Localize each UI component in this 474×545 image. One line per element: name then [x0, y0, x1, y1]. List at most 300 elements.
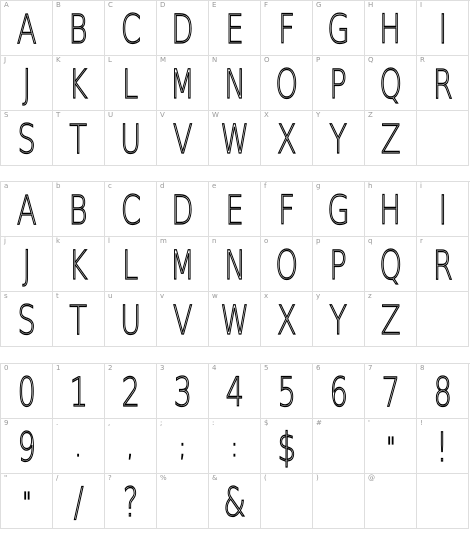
glyph-cell-label: 5 [264, 364, 269, 372]
glyph-cell [261, 237, 313, 292]
glyph-preview [157, 296, 208, 346]
glyph-character: R [432, 243, 453, 289]
glyph-character: X [276, 117, 297, 163]
glyph-preview [365, 241, 416, 291]
glyph-preview [157, 60, 208, 110]
glyph-character: 2 [121, 370, 140, 416]
glyph-cell [157, 419, 209, 474]
glyph-character: 9 [17, 425, 36, 471]
glyph-preview [417, 60, 468, 110]
glyph-cell-label: ; [160, 419, 163, 427]
glyph-preview [313, 60, 364, 110]
glyph-cell [417, 1, 469, 56]
glyph-preview [1, 368, 52, 418]
glyph-cell-label: t [56, 292, 59, 300]
glyph-cell [365, 111, 417, 166]
glyph-cell [1, 111, 53, 166]
glyph-cell [53, 237, 105, 292]
glyph-cell-label: M [160, 56, 167, 64]
glyph-cell-label: l [108, 237, 110, 245]
glyph-cell-label: b [56, 182, 61, 190]
glyph-preview [1, 241, 52, 291]
glyph-cell-label: x [264, 292, 269, 300]
glyph-preview [365, 423, 416, 473]
glyph-cell-label: q [368, 237, 373, 245]
glyph-preview [209, 115, 260, 165]
glyph-cell [1, 474, 53, 529]
glyph-cell [105, 364, 157, 419]
glyph-cell-label: 4 [212, 364, 217, 372]
glyph-character: Q [379, 243, 402, 289]
glyph-cell [313, 364, 365, 419]
glyph-preview [417, 186, 468, 236]
glyph-character: B [69, 7, 88, 53]
glyph-preview [157, 423, 208, 473]
glyph-cell [209, 364, 261, 419]
glyph-cell [261, 182, 313, 237]
glyph-cell [209, 237, 261, 292]
glyph-cell-label: @ [368, 474, 375, 482]
glyph-cell [53, 56, 105, 111]
glyph-preview [1, 5, 52, 55]
glyph-cell [53, 111, 105, 166]
glyph-preview [105, 115, 156, 165]
glyph-grid [0, 181, 470, 347]
glyph-character: 1 [69, 370, 88, 416]
glyph-cell [261, 111, 313, 166]
glyph-preview [209, 423, 260, 473]
glyph-cell-label: v [160, 292, 165, 300]
glyph-cell [157, 111, 209, 166]
glyph-cell [53, 1, 105, 56]
glyph-character: E [225, 188, 244, 234]
glyph-cell-label: 3 [160, 364, 165, 372]
glyph-preview [417, 5, 468, 55]
glyph-preview [105, 423, 156, 473]
glyph-character: S [17, 298, 36, 344]
glyph-character: H [379, 188, 402, 234]
glyph-preview [53, 5, 104, 55]
glyph-cell [209, 292, 261, 347]
glyph-character: 4 [225, 370, 244, 416]
glyph-cell [365, 364, 417, 419]
glyph-preview [417, 241, 468, 291]
glyph-preview [209, 241, 260, 291]
glyph-cell [417, 237, 469, 292]
glyph-cell-label: ? [108, 474, 112, 482]
glyph-preview [365, 115, 416, 165]
glyph-preview [1, 296, 52, 346]
glyph-cell [105, 292, 157, 347]
glyph-preview [365, 186, 416, 236]
digits-punctuation-glyph-grid [0, 363, 474, 529]
glyph-cell [209, 419, 261, 474]
glyph-preview [105, 368, 156, 418]
glyph-cell [105, 56, 157, 111]
uppercase-glyph-grid [0, 0, 474, 166]
glyph-cell [365, 292, 417, 347]
glyph-character: O [275, 62, 298, 108]
glyph-preview [261, 423, 312, 473]
glyph-character: D [171, 188, 194, 234]
glyph-character: L [122, 62, 139, 108]
glyph-preview [157, 478, 208, 528]
glyph-character: I [438, 7, 447, 53]
glyph-cell-label: Z [368, 111, 373, 119]
glyph-cell-label: D [160, 1, 166, 9]
glyph-character: A [16, 7, 37, 53]
glyph-character: W [220, 298, 249, 344]
glyph-cell [1, 419, 53, 474]
glyph-character: M [170, 243, 195, 289]
glyph-cell [105, 419, 157, 474]
glyph-cell-label: 7 [368, 364, 373, 372]
glyph-cell-label: H [368, 1, 374, 9]
glyph-cell-label: W [212, 111, 219, 119]
glyph-preview [209, 368, 260, 418]
glyph-character: X [276, 298, 297, 344]
glyph-cell [105, 111, 157, 166]
glyph-cell-label: P [316, 56, 321, 64]
glyph-cell [365, 1, 417, 56]
glyph-character: P [329, 243, 348, 289]
glyph-cell [157, 56, 209, 111]
glyph-cell-label: Q [368, 56, 374, 64]
glyph-preview [313, 5, 364, 55]
glyph-cell-label: ' [368, 419, 370, 427]
glyph-preview [261, 60, 312, 110]
glyph-character: ? [122, 480, 139, 526]
glyph-preview [209, 296, 260, 346]
glyph-character: L [122, 243, 139, 289]
glyph-cell [1, 237, 53, 292]
glyph-character: P [329, 62, 348, 108]
glyph-character: I [438, 188, 447, 234]
glyph-cell [105, 237, 157, 292]
glyph-character: 8 [433, 370, 452, 416]
glyph-cell-label: Y [316, 111, 321, 119]
glyph-cell [209, 111, 261, 166]
glyph-cell [313, 56, 365, 111]
glyph-cell [261, 419, 313, 474]
glyph-character: U [119, 117, 142, 163]
glyph-cell-label: s [4, 292, 8, 300]
glyph-character: Z [380, 298, 401, 344]
glyph-cell [209, 1, 261, 56]
glyph-character: 3 [173, 370, 192, 416]
glyph-cell-label: T [56, 111, 61, 119]
glyph-cell-label: 0 [4, 364, 9, 372]
glyph-cell-label: " [4, 474, 8, 482]
glyph-preview [313, 368, 364, 418]
glyph-cell-label: k [56, 237, 61, 245]
glyph-character: K [69, 243, 88, 289]
glyph-cell [365, 474, 417, 529]
glyph-cell [53, 292, 105, 347]
glyph-preview [365, 60, 416, 110]
glyph-character: $ [277, 425, 296, 471]
glyph-cell-label: L [108, 56, 112, 64]
glyph-cell-label: R [420, 56, 425, 64]
glyph-preview [53, 296, 104, 346]
glyph-cell [417, 364, 469, 419]
glyph-character: 7 [381, 370, 400, 416]
glyph-character: O [275, 243, 298, 289]
glyph-preview [157, 241, 208, 291]
glyph-cell-label: : [212, 419, 215, 427]
glyph-preview [365, 368, 416, 418]
glyph-cell-label: / [56, 474, 59, 482]
glyph-grid [0, 0, 470, 166]
glyph-cell-label: f [264, 182, 267, 190]
glyph-preview [157, 186, 208, 236]
glyph-cell [313, 292, 365, 347]
glyph-preview [1, 423, 52, 473]
glyph-character: W [220, 117, 249, 163]
glyph-cell [157, 364, 209, 419]
glyph-cell-label: p [316, 237, 321, 245]
glyph-cell-label: # [316, 419, 322, 427]
glyph-grid [0, 363, 470, 529]
glyph-cell [157, 292, 209, 347]
glyph-character: C [120, 7, 141, 53]
glyph-cell [313, 1, 365, 56]
glyph-cell [1, 364, 53, 419]
glyph-character: A [16, 188, 37, 234]
glyph-preview [105, 186, 156, 236]
glyph-character: F [278, 7, 295, 53]
glyph-cell-label: 2 [108, 364, 113, 372]
glyph-preview [105, 478, 156, 528]
glyph-preview [53, 423, 104, 473]
glyph-character: F [278, 188, 295, 234]
glyph-character: K [69, 62, 88, 108]
glyph-character: Z [380, 117, 401, 163]
glyph-character: . [75, 433, 82, 463]
glyph-cell [417, 419, 469, 474]
glyph-cell-label: c [108, 182, 112, 190]
glyph-character: V [172, 117, 193, 163]
glyph-cell-label: . [56, 419, 59, 427]
glyph-cell [365, 419, 417, 474]
glyph-character: C [120, 188, 141, 234]
glyph-cell-label: 1 [56, 364, 61, 372]
glyph-preview [53, 186, 104, 236]
glyph-preview [261, 296, 312, 346]
glyph-preview [417, 368, 468, 418]
glyph-cell-label: $ [264, 419, 269, 427]
glyph-preview [261, 5, 312, 55]
glyph-cell-label: ( [264, 474, 267, 482]
glyph-cell-label: a [4, 182, 9, 190]
glyph-cell-label: ) [316, 474, 319, 482]
glyph-cell [313, 419, 365, 474]
glyph-preview [261, 241, 312, 291]
glyph-preview [209, 478, 260, 528]
glyph-character: H [379, 7, 402, 53]
glyph-character: D [171, 7, 194, 53]
lowercase-glyph-grid [0, 181, 474, 347]
glyph-cell-label: C [108, 1, 113, 9]
glyph-character: J [22, 62, 31, 108]
glyph-character: Q [379, 62, 402, 108]
glyph-cell [365, 56, 417, 111]
glyph-preview [313, 241, 364, 291]
glyph-cell [261, 1, 313, 56]
glyph-cell [157, 1, 209, 56]
glyph-cell [53, 182, 105, 237]
glyph-cell-label: ! [420, 419, 423, 427]
glyph-preview [53, 368, 104, 418]
glyph-cell-label: z [368, 292, 372, 300]
glyph-character: : [231, 433, 238, 463]
glyph-cell-label: I [420, 1, 423, 9]
glyph-cell-label: o [264, 237, 269, 245]
glyph-preview [105, 241, 156, 291]
glyph-cell-label: & [212, 474, 218, 482]
glyph-cell-label: m [160, 237, 167, 245]
glyph-cell-label: h [368, 182, 373, 190]
glyph-cell [417, 182, 469, 237]
glyph-preview [261, 368, 312, 418]
glyph-cell [53, 419, 105, 474]
glyph-cell-label: F [264, 1, 269, 9]
glyph-cell [313, 182, 365, 237]
glyph-cell [105, 474, 157, 529]
glyph-preview [1, 115, 52, 165]
glyph-preview [365, 296, 416, 346]
glyph-character: M [170, 62, 195, 108]
glyph-cell-label: % [160, 474, 167, 482]
glyph-character: " [386, 433, 395, 463]
glyph-cell-label: G [316, 1, 322, 9]
glyph-preview [157, 5, 208, 55]
glyph-cell [261, 292, 313, 347]
glyph-character: 5 [277, 370, 296, 416]
glyph-cell [1, 292, 53, 347]
glyph-cell-label: U [108, 111, 114, 119]
glyph-cell [313, 111, 365, 166]
glyph-cell [1, 56, 53, 111]
glyph-cell-label: u [108, 292, 113, 300]
glyph-cell [365, 182, 417, 237]
glyph-cell [105, 1, 157, 56]
glyph-cell-label: J [4, 56, 7, 64]
glyph-character: T [69, 117, 88, 163]
glyph-cell [1, 182, 53, 237]
glyph-cell [105, 182, 157, 237]
glyph-character: Y [329, 117, 348, 163]
glyph-preview [209, 5, 260, 55]
glyph-cell-label: i [420, 182, 422, 190]
glyph-character: & [223, 480, 246, 526]
glyph-cell-label: y [316, 292, 321, 300]
glyph-cell-label: N [212, 56, 218, 64]
glyph-cell [157, 237, 209, 292]
glyph-cell-label: 9 [4, 419, 9, 427]
glyph-preview [1, 186, 52, 236]
glyph-preview [313, 423, 364, 473]
empty-cell [417, 292, 469, 347]
glyph-cell [209, 182, 261, 237]
glyph-preview [53, 241, 104, 291]
glyph-preview [105, 296, 156, 346]
glyph-preview [313, 296, 364, 346]
glyph-cell-label: 8 [420, 364, 425, 372]
glyph-preview [157, 368, 208, 418]
glyph-preview [53, 60, 104, 110]
glyph-cell [53, 474, 105, 529]
glyph-character: G [327, 7, 350, 53]
glyph-preview [105, 60, 156, 110]
glyph-cell [261, 56, 313, 111]
glyph-preview [105, 5, 156, 55]
glyph-cell [157, 182, 209, 237]
glyph-cell-label: S [4, 111, 9, 119]
glyph-preview [1, 60, 52, 110]
glyph-cell-label: A [4, 1, 9, 9]
glyph-cell [53, 364, 105, 419]
glyph-preview [261, 115, 312, 165]
glyph-preview [313, 115, 364, 165]
glyph-cell [157, 474, 209, 529]
glyph-preview [1, 478, 52, 528]
glyph-character: S [17, 117, 36, 163]
glyph-cell [417, 56, 469, 111]
glyph-cell [209, 474, 261, 529]
glyph-preview [157, 115, 208, 165]
glyph-preview [261, 478, 312, 528]
glyph-character: ! [436, 425, 449, 471]
glyph-preview [261, 186, 312, 236]
glyph-cell-label: V [160, 111, 165, 119]
glyph-cell-label: e [212, 182, 217, 190]
glyph-cell-label: j [4, 237, 6, 245]
glyph-character: ; [179, 433, 186, 463]
glyph-cell [313, 237, 365, 292]
glyph-cell-label: w [212, 292, 218, 300]
glyph-preview [417, 423, 468, 473]
empty-cell [417, 111, 469, 166]
glyph-preview [365, 5, 416, 55]
glyph-character: G [327, 188, 350, 234]
glyph-character: / [73, 480, 84, 526]
glyph-character: 0 [17, 370, 36, 416]
glyph-cell [365, 237, 417, 292]
glyph-character: B [69, 188, 88, 234]
glyph-preview [53, 478, 104, 528]
glyph-preview [313, 186, 364, 236]
glyph-cell [313, 474, 365, 529]
glyph-cell-label: , [108, 419, 111, 427]
glyph-character: N [223, 62, 246, 108]
glyph-cell-label: O [264, 56, 270, 64]
glyph-cell-label: n [212, 237, 217, 245]
glyph-character: 6 [329, 370, 348, 416]
glyph-cell [261, 364, 313, 419]
glyph-cell [261, 474, 313, 529]
glyph-cell-label: r [420, 237, 423, 245]
glyph-character: U [119, 298, 142, 344]
glyph-character: V [172, 298, 193, 344]
glyph-character: J [22, 243, 31, 289]
glyph-character: E [225, 7, 244, 53]
glyph-preview [209, 186, 260, 236]
glyph-character: T [69, 298, 88, 344]
glyph-cell-label: X [264, 111, 269, 119]
glyph-character: " [22, 488, 31, 518]
glyph-preview [53, 115, 104, 165]
